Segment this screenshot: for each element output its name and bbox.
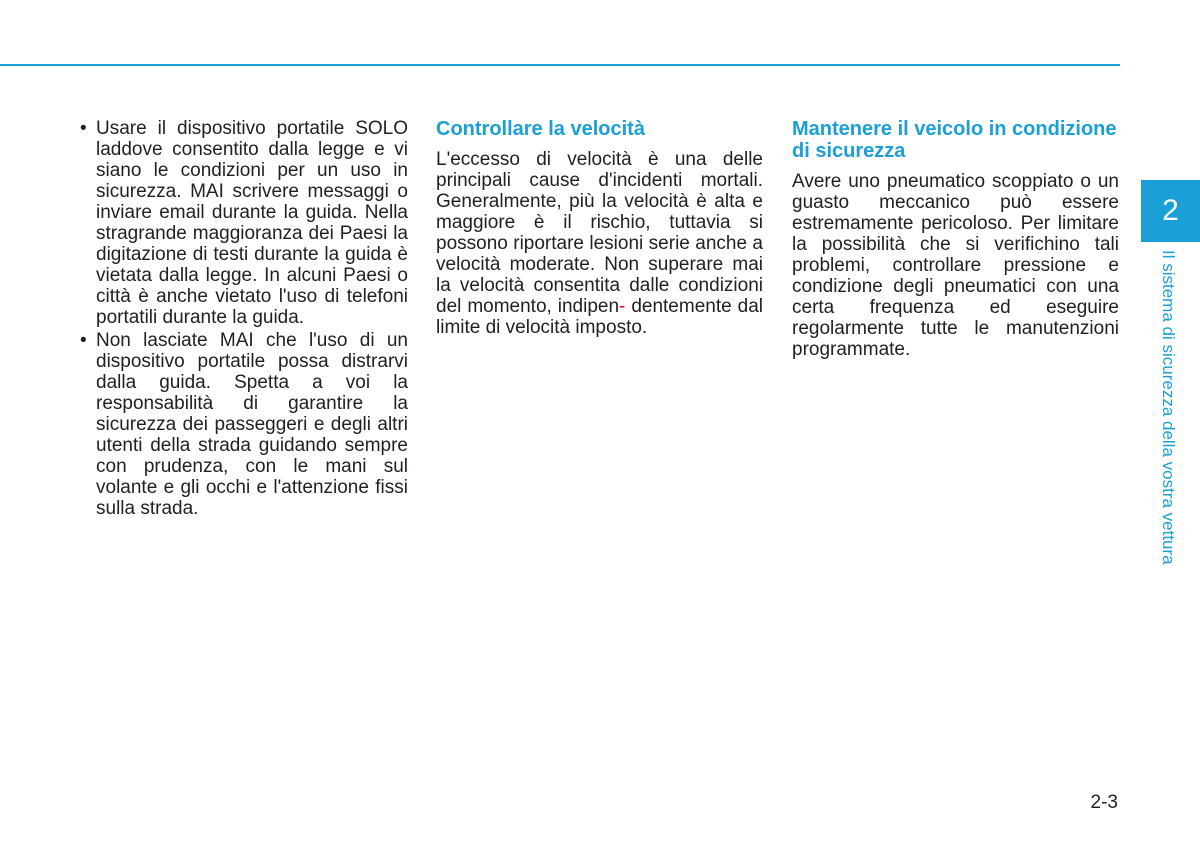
chapter-title: Il sistema di sicurezza della vostra vettura xyxy=(1159,250,1178,565)
condition-heading: Mantenere il veicolo in condizione di sicurezza xyxy=(792,118,1117,162)
bullet-icon: • xyxy=(80,118,87,139)
hyphen-mark: - xyxy=(619,296,626,317)
bullet-item xyxy=(78,118,408,328)
bullet-text: Usare il dispositivo portatile SOLO laddove consentito dalla legge e vi siano le condizioni per un uso in sicurezza. MAI scrivere messaggi o inviare email durante la guida. Nella stragrande maggioranza dei Paesi la digitazione di testi durante la guida è vietata dalla legge. In alcuni Paesi o città è anche vietato l'uso di telefoni portatili durante la guida. xyxy=(96,118,408,328)
page-number: 2-3 xyxy=(1090,792,1118,813)
bullet-item xyxy=(78,330,408,519)
speed-heading: Controllare la velocità xyxy=(436,118,645,140)
condition-section xyxy=(792,118,1119,360)
left-column xyxy=(78,118,408,521)
speed-section xyxy=(436,118,763,338)
bullet-icon: • xyxy=(80,330,87,351)
condition-body: Avere uno pneumatico scoppiato o un guasto meccanico può essere estremamente pericoloso. Per limitare la possibilità che si verifichino tali problemi, controllare pressione e condizione degli pneumatici con una certa frequenza ed eseguire regolarmente tutte le manutenzioni programmate. xyxy=(792,171,1119,360)
speed-body-part2: dentemente dal limite di velocità imposto. xyxy=(436,296,763,338)
bullet-list xyxy=(78,118,408,519)
bullet-text: Non lasciate MAI che l'uso di un dispositivo portatile possa distrarvi dalla guida. Spetta a voi la responsabilità di garantire la sicurezza dei passeggeri e degli altri utenti della strada guidando sempre con prudenza, con le mani sul volante e gli occhi e l'attenzione fissi sulla strada. xyxy=(96,330,408,519)
speed-body-part1: L'eccesso di velocità è una delle principali cause d'incidenti mortali. Generalmente, più la velocità è alta e maggiore è il rischio, tuttavia si possono riportare lesioni serie anche a velocità moderate. Non superare mai la velocità consentita dalle condizioni del momento, indipen xyxy=(436,149,763,317)
header-rule xyxy=(0,64,1120,66)
speed-body xyxy=(436,149,763,338)
chapter-tab: 2 xyxy=(1141,180,1200,242)
